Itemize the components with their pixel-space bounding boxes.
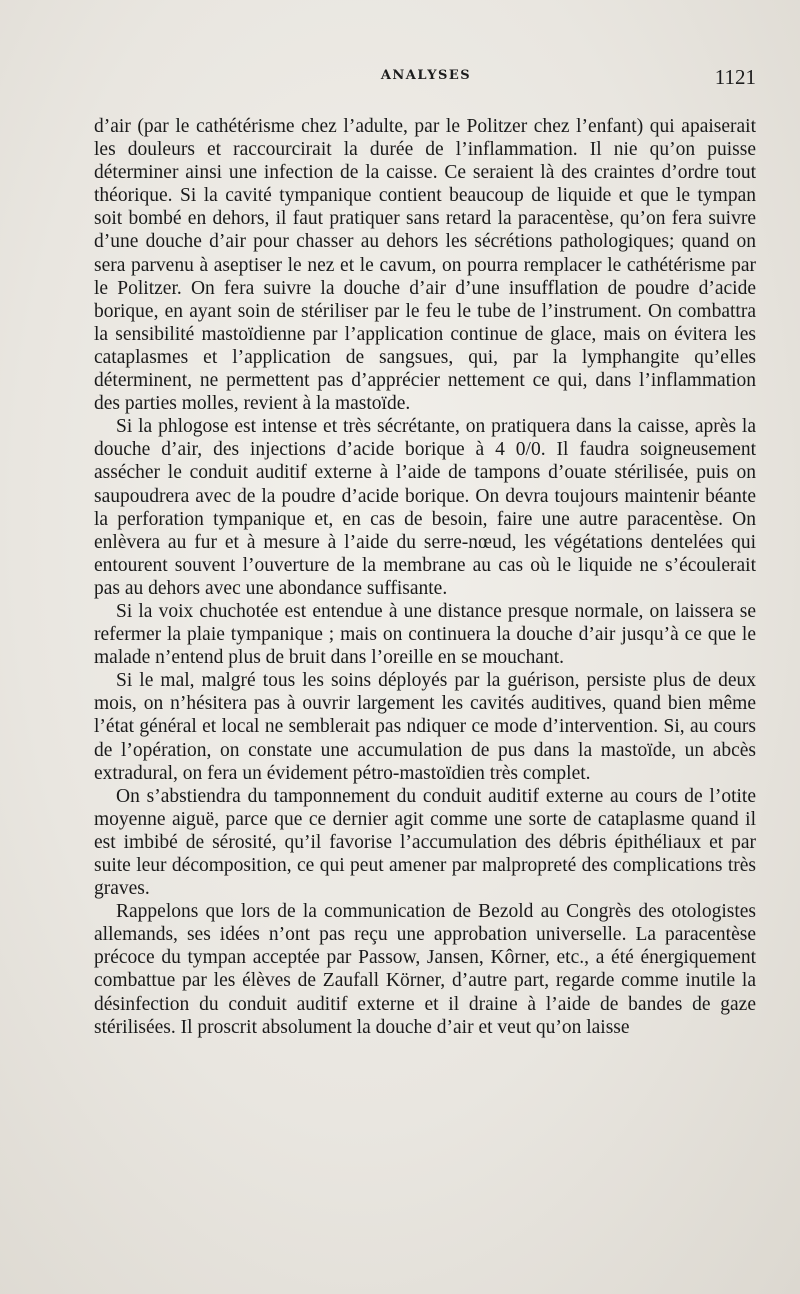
paragraph-3: Si la voix chuchotée est entendue à une distance presque normale, on laissera se refermer la plaie tympanique ; mais on continuera la douche d’air jusqu’à ce que le malade n’entend plus de bruit dans l’oreille en se mouchant.	[94, 600, 756, 669]
page-header	[96, 65, 756, 92]
paragraph-5: On s’abstiendra du tamponnement du conduit auditif externe au cours de l’otite moyenne aiguë, parce que ce dernier agit comme une sorte de cataplasme quand il est imbibé de sérosité, qu’il favorise l’accumulation des débris épithéliaux et par suite leur décomposition, ce qui peut amener par malpropreté des complications très graves.	[94, 785, 756, 900]
paragraph-6: Rappelons que lors de la communication de Bezold au Congrès des otologistes allemands, ses idées n’ont pas reçu une approbation universelle. La paracentèse précoce du tympan acceptée par Passow, Jansen, Kôrner, etc., a été énergiquement combattue par les élèves de Zaufall Körner, d’autre part, regarde comme inutile la désinfection du conduit auditif externe et il draine à l’aide de bandes de gaze stérilisées. Il proscrit absolument la douche d’air et veut qu’on laisse	[94, 901, 756, 1038]
running-head: ANALYSES	[380, 68, 472, 83]
body-text	[94, 115, 756, 1039]
paragraph-2: Si la phlogose est intense et très sécrétante, on pratiquera dans la caisse, après la douche d’air, des injections d’acide borique à 4 0/0. Il faudra soigneusement assécher le conduit auditif externe à l’aide de tampons d’ouate stérilisée, puis on saupoudrera avec de la poudre d’acide borique. On devra toujours maintenir béante la perforation tympanique et, en cas de besoin, faire une autre paracentèse. On enlèvera au fur et à mesure à l’aide du serre-nœud, les végétations dentelées qui entourent souvent l’ouverture de la membrane au cas où le liquide ne s’écoulerait pas au dehors avec une abondance suffisante.	[94, 416, 756, 599]
paragraph-1: d’air (par le cathétérisme chez l’adulte, par le Politzer chez l’enfant) qui apaiserait les douleurs et raccourcirait la durée de l’inflammation. Il nie qu’on puisse déterminer ainsi une infection de la caisse. Ce seraient là des craintes d’ordre tout théorique. Si la cavité tympanique contient beaucoup de liquide et que le tympan soit bombé en dehors, il faut pratiquer sans retard la paracentèse, qu’on fera suivre d’une douche d’air pour chasser au dehors les sécrétions pathologiques; quand on sera parvenu à aseptiser le nez et le cavum, on pourra remplacer le cathétérisme par le Politzer. On fera suivre la douche d’air d’une insufflation de poudre d’acide borique, en ayant soin de stériliser par le feu le tube de l’instrument. On combattra la sensibilité mastoïdienne par l’application continue de glace, mais on évitera les cataplasmes et l’application de sangsues, qui, par la lymphangite qu’elles déterminent, ne permettent pas d’apprécier nettement ce qui, dans l’inflammation des parties molles, revient à la mastoïde.	[94, 116, 756, 415]
page-number: 1121	[714, 65, 756, 89]
paragraph-4: Si le mal, malgré tous les soins déployés par la guérison, persiste plus de deux mois, on n’hésitera pas à ouvrir largement les cavités auditives, quand bien même l’état général et local ne semblerait pas ndiquer ce mode d’intervention. Si, au cours de l’opération, on constate une accumulation de pus dans la mastoïde, un abcès extradural, on fera un évidement pétro-mastoïdien très complet.	[94, 670, 756, 784]
